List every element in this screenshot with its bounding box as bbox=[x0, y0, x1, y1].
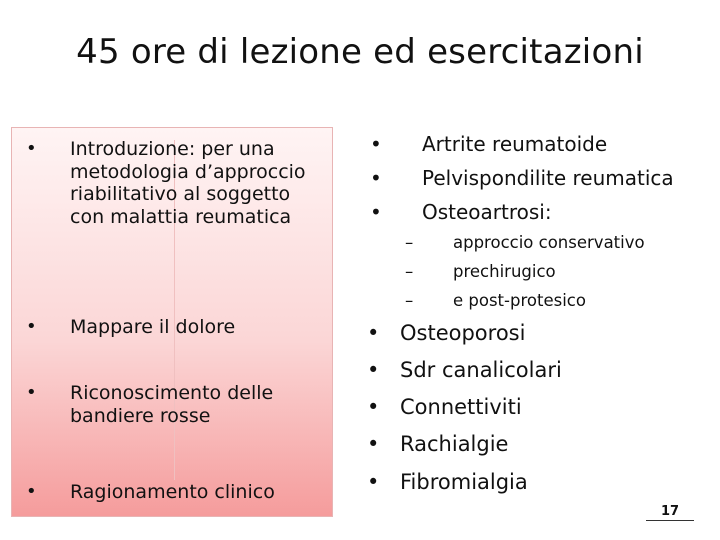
bullet-icon: • bbox=[370, 132, 382, 156]
bullet-icon: • bbox=[367, 470, 380, 494]
bullet-icon: • bbox=[367, 395, 380, 419]
right-list-item-text: Artrite reumatoide bbox=[422, 132, 608, 156]
right-list-item-text: Connettiviti bbox=[400, 395, 522, 419]
dash-icon: – bbox=[405, 233, 414, 252]
right-list-item-text: Sdr canalicolari bbox=[400, 358, 562, 382]
right-sub-item-text: prechirugico bbox=[453, 262, 556, 281]
left-list-item-text: Ragionamento clinico bbox=[70, 481, 275, 503]
right-list-item-text: Osteoporosi bbox=[400, 321, 526, 345]
bullet-icon: • bbox=[370, 200, 382, 224]
bullet-icon: • bbox=[370, 166, 382, 190]
bullet-icon: • bbox=[26, 138, 37, 159]
bullet-icon: • bbox=[367, 358, 380, 382]
bullet-icon: • bbox=[367, 321, 380, 345]
right-list-item-text: Fibromialgia bbox=[400, 470, 528, 494]
dash-icon: – bbox=[405, 291, 414, 310]
right-sub-item-text: e post-protesico bbox=[453, 291, 586, 310]
page-number: 17 bbox=[646, 504, 694, 521]
left-list-item-text: Mappare il dolore bbox=[70, 316, 236, 338]
right-sub-item-text: approccio conservativo bbox=[453, 233, 645, 252]
bullet-icon: • bbox=[26, 481, 37, 502]
left-content-box bbox=[12, 128, 332, 516]
slide-title: 45 ore di lezione ed esercitazioni bbox=[76, 32, 644, 72]
right-list-item-text: Rachialgie bbox=[400, 432, 509, 456]
left-list-item-text: Riconoscimento delle bandiere rosse bbox=[70, 382, 274, 427]
right-list-item-text: Osteoartrosi: bbox=[422, 200, 552, 224]
right-list-item-text: Pelvispondilite reumatica bbox=[422, 166, 674, 190]
dash-icon: – bbox=[405, 262, 414, 281]
left-list-item-text: Introduzione: per una metodologia d’approccio riabilitativo al soggetto con malattia reumatica bbox=[70, 138, 306, 228]
bullet-icon: • bbox=[26, 316, 37, 337]
bullet-icon: • bbox=[367, 432, 380, 456]
bullet-icon: • bbox=[26, 382, 37, 403]
